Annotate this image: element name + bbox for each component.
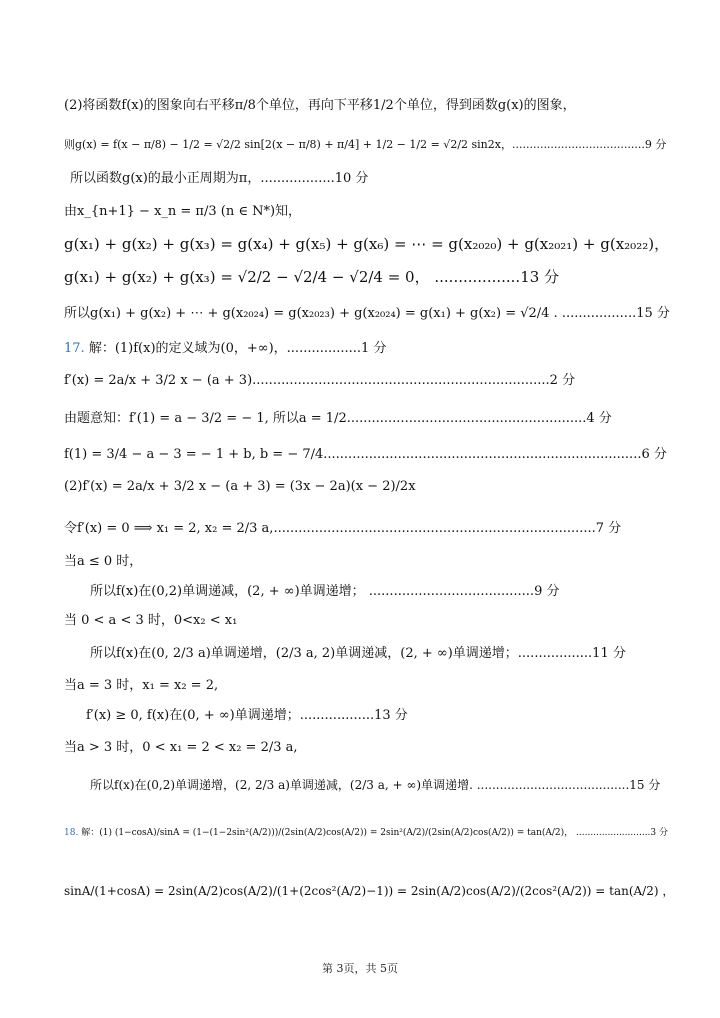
question-18-text: 解：(1) (1−cosA)/sinA = (1−(1−2sin²(A/2)))/(2sin(A/2)cos(A/2)) = 2sin²(A/2)/(2sin(A/2)cos(A/2)) = tan(A/2)， ..........................3 分 xyxy=(81,828,669,838)
line-16: 当 0 < a < 3 时，0<x₂ < x₁ xyxy=(64,613,238,628)
line-2: 则g(x) = f(x − π/8) − 1/2 = √2/2 sin[2(x − π/8) + π/4] + 1/2 − 1/2 = √2/2 sin2x，......................................9 分 xyxy=(64,138,667,151)
line-9: f′(x) = 2a/x + 3/2 x − (a + 3)........................................................................2 分 xyxy=(64,373,576,388)
line-4: 由x_{n+1} − x_n = π/3 (n ∈ N*)知， xyxy=(64,204,302,219)
question-17-number: 17. xyxy=(64,341,85,356)
line-17: 所以f(x)在(0, 2/3 a)单调递增，(2/3 a, 2)单调递减，(2, + ∞)单调递增；..................11 分 xyxy=(90,646,626,661)
line-20: 当a > 3 时，0 < x₁ = 2 < x₂ = 2/3 a, xyxy=(64,740,298,755)
question-17 xyxy=(64,340,660,358)
line-13: 令f′(x) = 0 ⟹ x₁ = 2, x₂ = 2/3 a,..............................................................................7 分 xyxy=(64,521,622,536)
line-10: 由题意知：f′(1) = a − 3/2 = − 1, 所以a = 1/2..........................................................4 分 xyxy=(64,411,612,426)
question-17-text: 解：(1)f(x)的定义域为(0，+∞)，..................1 分 xyxy=(88,341,387,356)
line-23: sinA/(1+cosA) = 2sin(A/2)cos(A/2)/(1+(2cos²(A/2)−1)) = 2sin(A/2)cos(A/2)/(2cos²(A/2)) = tan(A/2) ， xyxy=(64,884,675,898)
line-18: 当a = 3 时，x₁ = x₂ = 2, xyxy=(64,678,219,693)
question-18 xyxy=(64,824,669,842)
line-14: 当a ≤ 0 时， xyxy=(64,554,143,569)
line-1: (2)将函数f(x)的图象向右平移π/8个单位，再向下平移1/2个单位，得到函数g(x)的图象， xyxy=(64,98,576,113)
page-footer: 第 3页，共 5页 xyxy=(322,962,398,975)
line-11: f(1) = 3/4 − a − 3 = − 1 + b, b = − 7/4.............................................................................6 分 xyxy=(64,447,667,462)
question-18-number: 18. xyxy=(64,828,79,838)
line-5: g(x₁) + g(x₂) + g(x₃) = g(x₄) + g(x₅) + g(x₆) = ⋯ = g(x₂₀₂₀) + g(x₂₀₂₁) + g(x₂₀₂₂)， xyxy=(64,235,670,253)
line-21: 所以f(x)在(0,2)单调递增，(2, 2/3 a)单调递减，(2/3 a, + ∞)单调递增. ........................................15 分 xyxy=(90,778,661,792)
line-7: 所以g(x₁) + g(x₂) + ⋯ + g(x₂₀₂₄) = g(x₂₀₂₃) + g(x₂₀₂₄) = g(x₁) + g(x₂) = √2/4 . ..................15 分 xyxy=(64,306,670,321)
line-12: (2)f′(x) = 2a/x + 3/2 x − (a + 3) = (3x − 2a)(x − 2)/2x xyxy=(64,479,416,494)
line-3: 所以函数g(x)的最小正周期为π，..................10 分 xyxy=(70,171,369,186)
line-19: f′(x) ≥ 0, f(x)在(0, + ∞)单调递增；..................13 分 xyxy=(86,708,408,723)
line-15: 所以f(x)在(0,2)单调递减，(2, + ∞)单调递增； ........................................9 分 xyxy=(90,584,560,599)
line-6: g(x₁) + g(x₂) + g(x₃) = √2/2 − √2/4 − √2/4 = 0， ..................13 分 xyxy=(64,268,560,286)
